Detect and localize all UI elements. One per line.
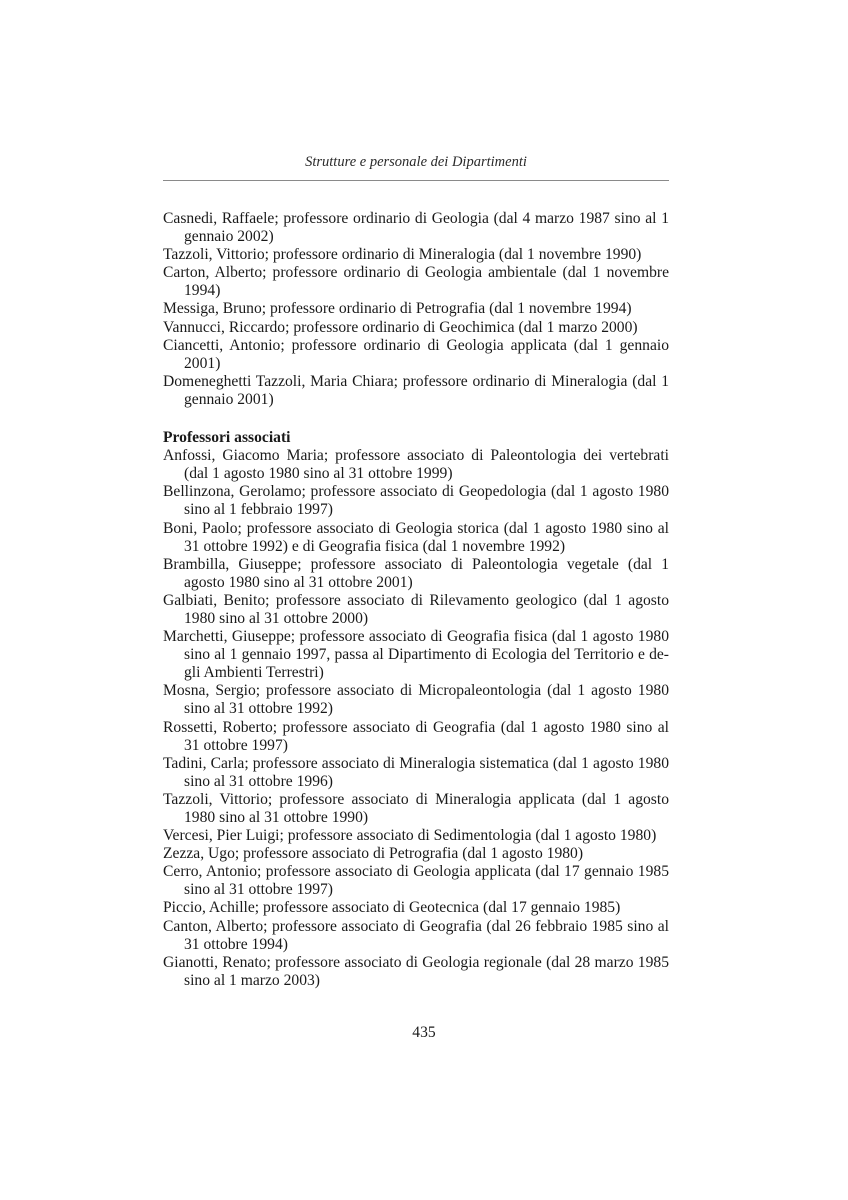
list-item: Piccio, Achille; professore associato di Geotecnica (dal 17 gennaio 1985) [163, 899, 621, 917]
list-item: Tazzoli, Vittorio; professore ordinario di Mineralogia (dal 1 novembre 1990) [163, 246, 642, 264]
list-item: Tazzoli, Vittorio; professore associato di Mineralogia applicata (dal 1 agosto 1980 sino al 31 ottobre 1990) [163, 790, 669, 826]
header-rule [163, 180, 669, 181]
list-item: Rossetti, Roberto; professore associato di Geografia (dal 1 agosto 1980 sino al 31 ottobre 1997) [163, 718, 669, 754]
list-item: Carton, Alberto; professore ordinario di Geologia ambientale (dal 1 novembre 1994) [163, 264, 669, 300]
list-item: Casnedi, Raffaele; professore ordinario di Geologia (dal 4 marzo 1987 sino al 1 gennaio 2002) [163, 210, 669, 246]
list-item: Canton, Alberto; professore associato di Geografia (dal 26 febbraio 1985 sino al 31 ottobre 1994) [163, 917, 669, 953]
list-item: Ciancetti, Antonio; professore ordinario di Geologia applicata (dal 1 gennaio 2001) [163, 336, 669, 372]
list-item: Brambilla, Giuseppe; professore associato di Paleontologia vegetale (dal 1 agosto 1980 sino al 31 ottobre 2001) [163, 555, 669, 591]
list-item: Marchetti, Giuseppe; professore associato di Geografia fisica (dal 1 agosto 1980 sino al 1 gennaio 1997, passa al Dipartimento di Ecologia del Territorio e degli Ambienti Terrestri) [163, 628, 669, 682]
ordinari-list [163, 210, 669, 409]
list-item: Domeneghetti Tazzoli, Maria Chiara; professore ordinario di Mineralogia (dal 1 gennaio 2001) [163, 372, 669, 408]
list-item: Galbiati, Benito; professore associato di Rilevamento geologico (dal 1 agosto 1980 sino al 31 ottobre 2000) [163, 591, 669, 627]
list-item: Messiga, Bruno; professore ordinario di Petrografia (dal 1 novembre 1994) [163, 300, 632, 318]
list-item: Gianotti, Renato; professore associato di Geologia regionale (dal 28 marzo 1985 sino al 1 marzo 2003) [163, 953, 669, 989]
list-item: Tadini, Carla; professore associato di Mineralogia sistematica (dal 1 agosto 1980 sino al 31 ottobre 1996) [163, 754, 669, 790]
section-title-associati: Professori associati [163, 429, 291, 447]
list-item: Mosna, Sergio; professore associato di Micropaleontologia (dal 1 agosto 1980 sino al 31 ottobre 1992) [163, 682, 669, 718]
list-item: Boni, Paolo; professore associato di Geologia storica (dal 1 agosto 1980 sino al 31 ottobre 1992) e di Geografia fisica (dal 1 novembre 1992) [163, 519, 669, 555]
list-item: Vercesi, Pier Luigi; professore associato di Sedimentologia (dal 1 agosto 1980) [163, 827, 657, 845]
list-item: Vannucci, Riccardo; professore ordinario di Geochimica (dal 1 marzo 2000) [163, 318, 638, 336]
running-head: Strutture e personale dei Dipartimenti [305, 154, 527, 170]
list-item: Bellinzona, Gerolamo; professore associato di Geopedologia (dal 1 agosto 1980 sino al 1 febbraio 1997) [163, 483, 669, 519]
associati-list [163, 447, 669, 990]
page-number: 435 [412, 1024, 436, 1041]
list-item: Anfossi, Giacomo Maria; professore associato di Paleontologia dei vertebrati (dal 1 agosto 1980 sino al 31 ottobre 1999) [163, 447, 669, 483]
list-item: Zezza, Ugo; professore associato di Petrografia (dal 1 agosto 1980) [163, 845, 584, 863]
page-body [163, 152, 669, 990]
list-item: Cerro, Antonio; professore associato di Geologia applicata (dal 17 gennaio 1985 sino al 31 ottobre 1997) [163, 863, 669, 899]
